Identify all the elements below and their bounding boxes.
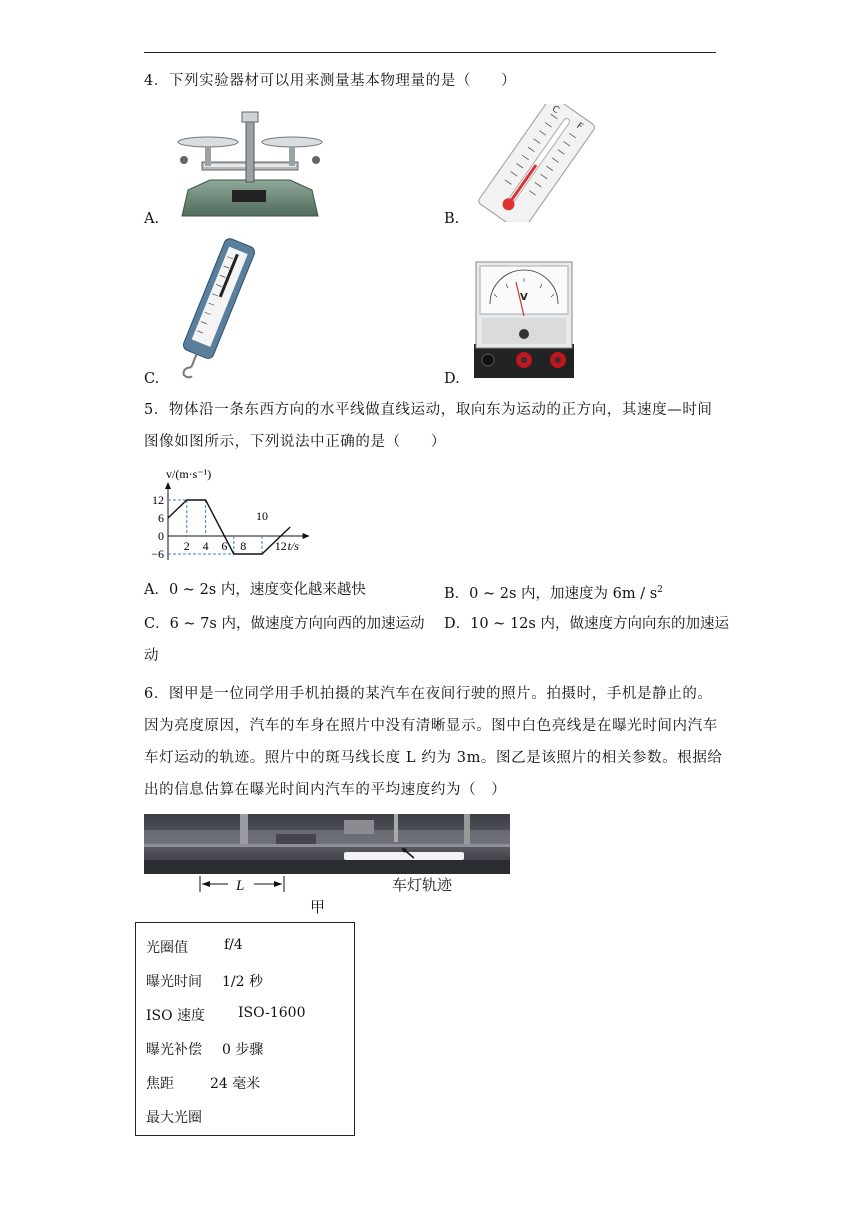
- q4-option-d-label: D.: [444, 371, 460, 387]
- param-row: 焦距 24 毫米: [146, 1076, 261, 1092]
- x-tick-label: 4: [202, 539, 209, 553]
- thermometer-scale-c: C: [549, 104, 561, 116]
- q4-option-c-label: C.: [144, 371, 160, 387]
- y-axis-arrow: [165, 482, 171, 489]
- q6-line3: 车灯运动的轨迹。照片中的斑马线长度 L 约为 3m。图乙是该照片的相关参数。根据给: [144, 750, 723, 766]
- param-row: 光圈值 f/4: [146, 937, 243, 956]
- thermometer-scale-f: F: [574, 121, 585, 133]
- q6-line1: 6．图甲是一位同学用手机拍摄的某汽车在夜间行驶的照片。拍摄时，手机是静止的。: [144, 686, 713, 702]
- page-header-rule: [144, 52, 716, 53]
- q5-stem-line2: 图像如图所示，下列说法中正确的是（ ）: [144, 434, 446, 450]
- photo-caption: 甲: [310, 898, 326, 914]
- q5-option-d-wrap: 动: [144, 648, 159, 664]
- photo-l-label: L: [236, 878, 245, 894]
- param-row: 曝光时间 1/2 秒: [146, 974, 263, 990]
- q5-option-c: C．6 ~ 7s 内，做速度方向向西的加速运动: [144, 616, 425, 632]
- param-row: 最大光圈: [146, 1110, 202, 1126]
- vt-chart: [140, 464, 320, 568]
- night-car-photo: [144, 814, 510, 914]
- x-axis-arrow: [303, 533, 310, 539]
- spring-scale-icon: [168, 236, 264, 384]
- x-tick-label: 8: [240, 539, 247, 553]
- q6-line4: 出的信息估算在曝光时间内汽车的平均速度约为（ ）: [144, 782, 507, 798]
- x-axis-label: t/s: [287, 539, 299, 553]
- q4-option-b-label: B.: [444, 211, 460, 227]
- y-tick-label: −6: [151, 547, 164, 561]
- q4-option-a-label: A.: [144, 211, 160, 227]
- y-tick-label: 6: [158, 511, 164, 525]
- y-tick-label: 0: [158, 529, 164, 543]
- x-tick-label: 2: [183, 539, 190, 553]
- x-tick-label: 12: [274, 539, 287, 553]
- photo-track-label: 车灯轨迹: [392, 876, 453, 894]
- q5-stem-line1: 5．物体沿一条东西方向的水平线做直线运动，取向东为运动的正方向，其速度—时间: [144, 402, 713, 418]
- thermometer-icon: [470, 104, 600, 222]
- voltmeter-icon: [472, 260, 576, 380]
- q5-option-d: D．10 ~ 12s 内，做速度方向向东的加速运: [444, 616, 729, 632]
- voltmeter-unit: V: [520, 292, 528, 303]
- q5-option-b: B．0 ~ 2s 内，加速度为 $6m / s^2$: [444, 585, 663, 602]
- balance-scale-icon: [172, 104, 328, 222]
- y-tick-label: 12: [152, 493, 164, 507]
- q6-line2: 因为亮度原因，汽车的车身在照片中没有清晰显示。图中白色亮线是在曝光时间内汽车: [144, 718, 718, 734]
- x-tick-label: 6: [221, 539, 228, 553]
- y-axis-label: v/(m·s⁻¹): [166, 467, 212, 481]
- photo-params-table: [135, 922, 355, 1136]
- param-row: ISO 速度 ISO-1600: [146, 1005, 306, 1024]
- x-tick-label: 10: [256, 509, 268, 523]
- param-row: 曝光补偿 0 步骤: [146, 1042, 264, 1058]
- q4-stem: 4．下列实验器材可以用来测量基本物理量的是（ ）: [144, 73, 517, 89]
- q5-option-a: A．0 ~ 2s 内，速度变化越来越快: [144, 582, 366, 598]
